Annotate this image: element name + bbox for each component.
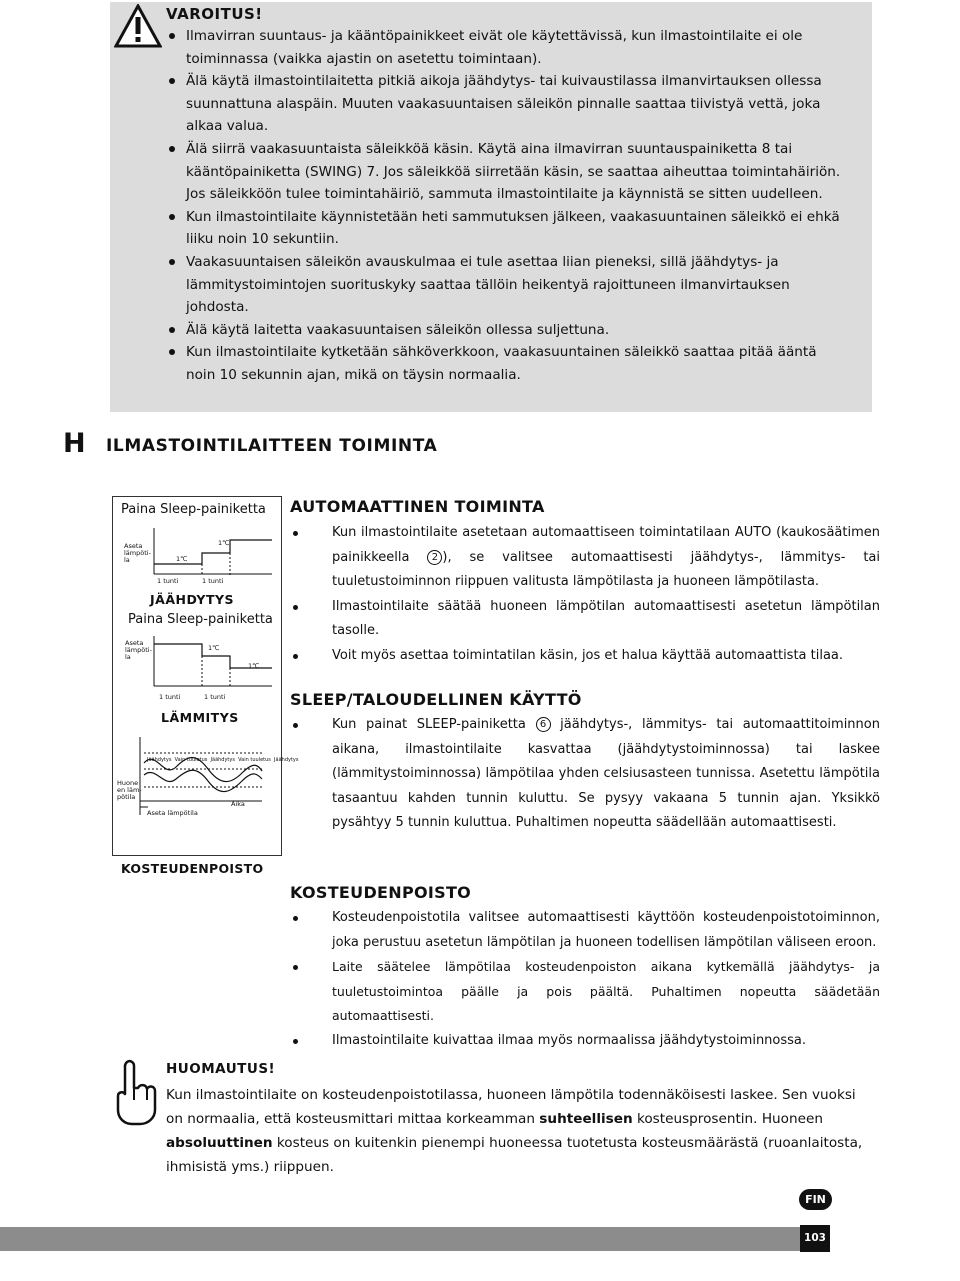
warning-item: Kun ilmastointilaite käynnistetään heti sammutuksen jälkeen, vaakasuuntainen säleikkö ei ehkä liiku noin 10 sekuntiin. (164, 206, 844, 251)
language-badge: FIN (799, 1189, 832, 1210)
button-number-6-icon: 6 (536, 717, 551, 732)
page-number: 103 (800, 1225, 830, 1252)
dehumidify-list (290, 906, 880, 1053)
heating-hour-label: 1 tunti (204, 693, 226, 701)
warning-item: Vaakasuuntaisen säleikön avauskulmaa ei tule asettaa liian pieneksi, sillä jäähdytys- ja lämmitystoimintojen suorituskyky saattaa tällöin heikentyä rajoittuneen ilmanvirtauksen johdosta. (164, 251, 844, 319)
warning-list (164, 25, 844, 387)
warning-item: Ilmavirran suuntaus- ja kääntöpainikkeet eivät ole käytettävissä, kun ilmastointilaite ei ole toiminnassa (vaikka ajastin on asetettu toimintaan). (164, 25, 844, 70)
cooling-hour-label: 1 tunti (157, 577, 179, 585)
auto-item: Ilmastointilaite säätää huoneen lämpötilan automaattisesti asetetun lämpötilan tasolle. (290, 595, 880, 644)
sleep-item: Kun painat SLEEP-painiketta 6 jäähdytys-, lämmitys- tai automaattitoiminnon aikana, ilmastointilaite kasvattaa (jäähdytystoiminnossa) tai laskee (lämmitystoiminnossa) lämpötilaa yhden celsiusasteen tunnissa. Asetettu lämpötila tasaantuu kahden tunnin kuluttu. Se pysyy vakaana 5 tunnin ajan. Yksikkö pysähtyy 5 tunnin kuluttua. Puhaltimen nopeutta säädellään automaattisesti. (290, 713, 880, 836)
warning-item: Älä käytä laitetta vaakasuuntaisen säleikön ollessa suljettuna. (164, 319, 844, 342)
cooling-hour-label: 1 tunti (202, 577, 224, 585)
dehum-set-temp-label: Aseta lämpötila (147, 809, 198, 817)
button-number-2-icon: 2 (427, 550, 442, 565)
dehumidify-item: Ilmastointilaite kuivattaa ilmaa myös normaalissa jäähdytystoiminnossa. (290, 1029, 880, 1054)
warning-triangle-icon (114, 4, 162, 48)
warning-item: Älä siirrä vaakasuuntaista säleikköä käsin. Käytä aina ilmavirran suuntauspainiketta 8 tai kääntöpainiketta (SWING) 7. Jos säleikköä siirretään käsin, se saattaa aiheuttaa toimintahäiriön. Jos säleikköön tulee toimintahäiriö, sammuta ilmastointilaite ja käynnistä se sitten uudelleen. (164, 138, 844, 206)
warning-item: Älä käytä ilmastointilaitetta pitkiä aikoja jäähdytys- tai kuivaustilassa ilmanvirtauksen ollessa suunnattuna alaspäin. Muuten vaakasuuntaisen säleikön pinnalle saattaa tiivistyä vettä, joka alkaa valua. (164, 70, 844, 138)
sleep-list (290, 713, 880, 836)
cooling-deg-label: 1℃ (218, 539, 230, 547)
warning-title: VAROITUS! (166, 5, 263, 23)
pointing-hand-icon (110, 1058, 160, 1128)
cooling-deg-label: 1℃ (176, 555, 188, 563)
warning-item: Kun ilmastointilaite kytketään sähköverkkoon, vaakasuuntainen säleikkö saattaa pitää ääntä noin 10 sekunnin ajan, mikä on täysin normaalia. (164, 341, 844, 386)
auto-list (290, 521, 880, 668)
dehumidify-item: Kosteudenpoistotila valitsee automaattisesti käyttöön kosteudenpoistotoiminnon, joka perustuu asetetun lämpötilan ja huoneen todellisen lämpötilan väliseen eroon. (290, 906, 880, 955)
heating-deg-label: 1℃ (248, 662, 260, 670)
section-letter: H (63, 428, 86, 459)
dehum-room-temp-label: Huone en läm- pötila (117, 779, 142, 801)
cooling-caption: JÄÄHDYTYS (150, 592, 235, 607)
heating-diagram-title: Paina Sleep-painiketta (128, 612, 273, 627)
auto-item: Voit myös asettaa toimintatilan käsin, jos et halua käyttää automaattista tilaa. (290, 644, 880, 669)
auto-item: Kun ilmastointilaite asetetaan automaattiseen toimintatilaan AUTO (kaukosäätimen painikkeella 2 ), se valitsee automaattisesti jäähdytys-, lämmitys- tai tuuletustoiminnon riippuen valitusta lämpötilasta ja huoneen lämpötilasta. (290, 521, 880, 595)
heating-hour-label: 1 tunti (159, 693, 181, 701)
note-title: HUOMAUTUS! (166, 1061, 276, 1077)
heating-deg-label: 1℃ (208, 644, 220, 652)
cooling-diagram-title: Paina Sleep-painiketta (121, 502, 266, 517)
dehumidify-heading: KOSTEUDENPOISTO (290, 883, 472, 902)
dehum-time-label: Aika (231, 800, 245, 808)
heating-caption: LÄMMITYS (161, 710, 239, 725)
dehumidify-item: Laite säätelee lämpötilaa kosteudenpoiston aikana kytkemällä jäähdytys- ja tuuletustoimintoa päälle ja pois päältä. Puhaltimen nopeutta säädetään automaattisesti. (290, 955, 880, 1029)
section-title: ILMASTOINTILAITTEEN TOIMINTA (106, 436, 438, 456)
heating-set-temp-label: Aseta lämpöti- la (125, 639, 152, 661)
note-text: Kun ilmastointilaite on kosteudenpoistotilassa, huoneen lämpötila todennäköisesti laskee. Sen vuoksi on normaalia, että kosteusmittari mittaa korkeamman suhteellisen kosteusprosentin. Huoneen absoluuttinen kosteus on kuitenkin pienempi huoneessa tuotetusta kosteusmäärästä (ruoanlaitosta, ihmisistä yms.) riippuen. (166, 1087, 863, 1175)
sleep-heading: SLEEP/TALOUDELLINEN KÄYTTÖ (290, 690, 582, 709)
dehum-caption: KOSTEUDENPOISTO (121, 861, 264, 876)
cooling-set-temp-label: Aseta lämpöti- la (124, 542, 151, 564)
dehum-phases-label: Jäähdytys Vain tuuletus Jäähdytys Vain tuuletus Jäähdytys (147, 757, 299, 763)
auto-heading: AUTOMAATTINEN TOIMINTA (290, 497, 545, 516)
footer-bar (0, 1227, 800, 1251)
